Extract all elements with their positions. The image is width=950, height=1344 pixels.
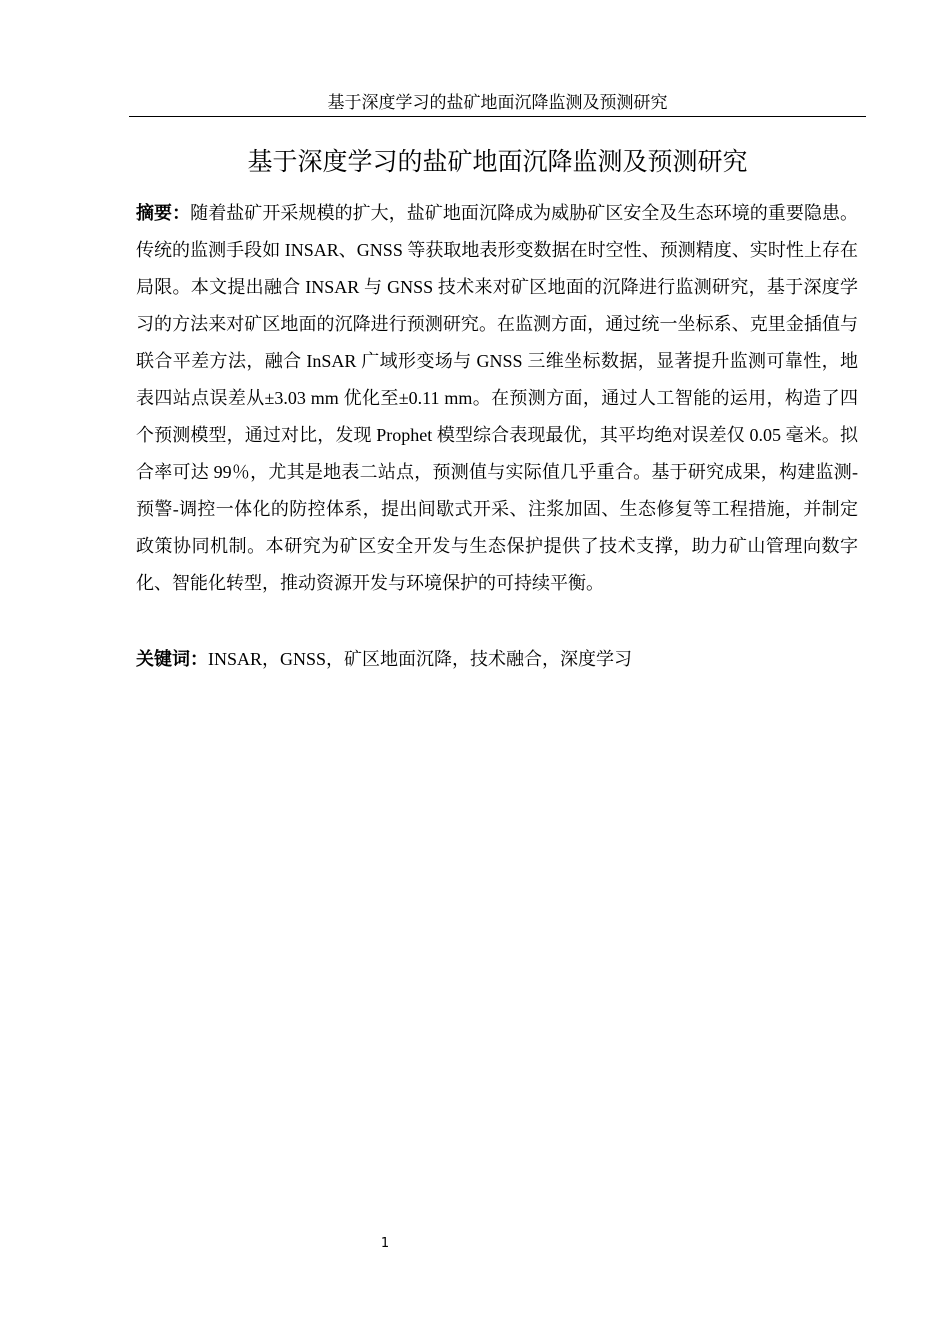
page-number: 1 bbox=[380, 1236, 390, 1251]
abstract-label: 摘要： bbox=[136, 203, 191, 224]
keywords-text: INSAR，GNSS，矿区地面沉降，技术融合，深度学习 bbox=[208, 649, 633, 669]
keywords-paragraph bbox=[136, 641, 858, 678]
running-header: 基于深度学习的盐矿地面沉降监测及预测研究 bbox=[327, 93, 668, 112]
paper-title: 基于深度学习的盐矿地面沉降监测及预测研究 bbox=[247, 147, 748, 176]
keywords-label: 关键词： bbox=[136, 649, 208, 670]
abstract-text: 随着盐矿开采规模的扩大，盐矿地面沉降成为威胁矿区安全及生态环境的重要隐患。传统的监测手段如 INSAR、GNSS 等获取地表形变数据在时空性、预测精度、实时性上存在局限。本文提出融合 INSAR 与 GNSS 技术来对矿区地面的沉降进行监测研究，基于深度学习的方法来对矿区地面的沉降进行预测研究。在监测方面，通过统一坐标系、克里金插值与联合平差方法，融合 InSAR 广域形变场与 GNSS 三维坐标数据，显著提升监测可靠性，地表四站点误差从±3.03 mm 优化至±0.11 mm。在预测方面，通过人工智能的运用，构造了四个预测模型，通过对比，发现 Prophet 模型综合表现最优，其平均绝对误差仅 0.05 毫米。拟合率可达 99％，尤其是地表二站点，预测值与实际值几乎重合。基于研究成果，构建监测-预警-调控一体化的防控体系，提出间歇式开采、注浆加固、生态修复等工程措施，并制定政策协同机制。本研究为矿区安全开发与生态保护提供了技术支撑，助力矿山管理向数字化、智能化转型，推动资源开发与环境保护的可持续平衡。 bbox=[136, 203, 858, 593]
header-divider bbox=[129, 116, 866, 117]
abstract-paragraph bbox=[136, 195, 858, 602]
